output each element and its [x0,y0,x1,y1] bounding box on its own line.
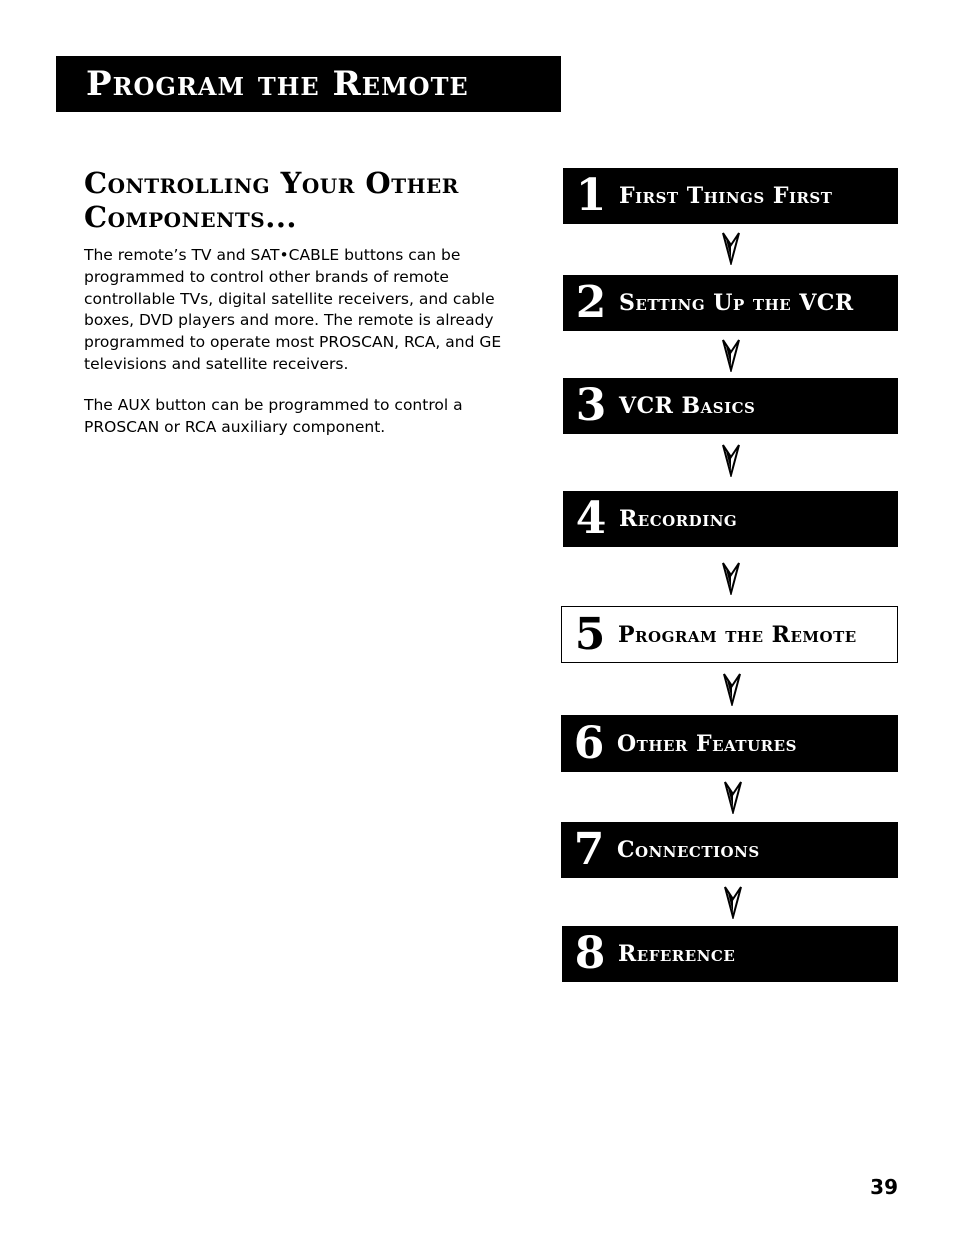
step-label: First Things First [619,183,833,209]
step-number: 2 [575,277,607,328]
step-4-recording[interactable] [563,491,898,547]
step-label: Reference [618,941,736,967]
step-7-connections[interactable] [561,822,898,878]
step-number: 4 [575,493,607,544]
step-3-vcr-basics[interactable] [563,378,898,434]
step-1-first-things-first[interactable] [563,168,898,224]
step-6-other-features[interactable] [561,715,898,772]
step-label: Setting Up the VCR [619,290,854,316]
step-8-reference[interactable] [562,926,898,982]
step-label: Connections [617,837,760,863]
down-arrow-icon [721,231,741,265]
step-5-program-the-remote[interactable] [561,606,898,663]
aux-paragraph: The AUX button can be programmed to control a PROSCAN or RCA auxiliary component. [84,396,463,436]
down-arrow-icon [721,443,741,477]
step-2-setting-up-the-vcr[interactable] [563,275,898,331]
step-number: 7 [573,824,605,875]
step-label: Other Features [617,730,797,757]
down-arrow-icon [723,780,743,814]
step-label: Recording [619,506,738,532]
page-number: 39 [870,1175,898,1199]
step-number: 1 [575,170,607,221]
page-title: Program the Remote [86,64,469,104]
down-arrow-icon [723,885,743,919]
down-arrow-icon [722,672,742,706]
step-number: 3 [575,380,607,431]
step-label: Program the Remote [618,621,857,648]
section-heading: Controlling Your Other Components... [84,166,459,234]
step-label: VCR Basics [619,393,756,419]
down-arrow-icon [721,561,741,595]
step-number: 8 [574,928,606,979]
step-number: 5 [574,608,606,660]
header-bar [56,56,561,112]
intro-paragraph: The remote’s TV and SAT•CABLE buttons can be programmed to control other brands of remote controllable TVs, digital satellite receivers, and cable boxes, DVD players and more. The remote is already programmed to operate most PROSCAN, RCA, and GE televisions and satellite receivers. [84,246,502,373]
step-number: 6 [573,717,605,769]
down-arrow-icon [721,338,741,372]
